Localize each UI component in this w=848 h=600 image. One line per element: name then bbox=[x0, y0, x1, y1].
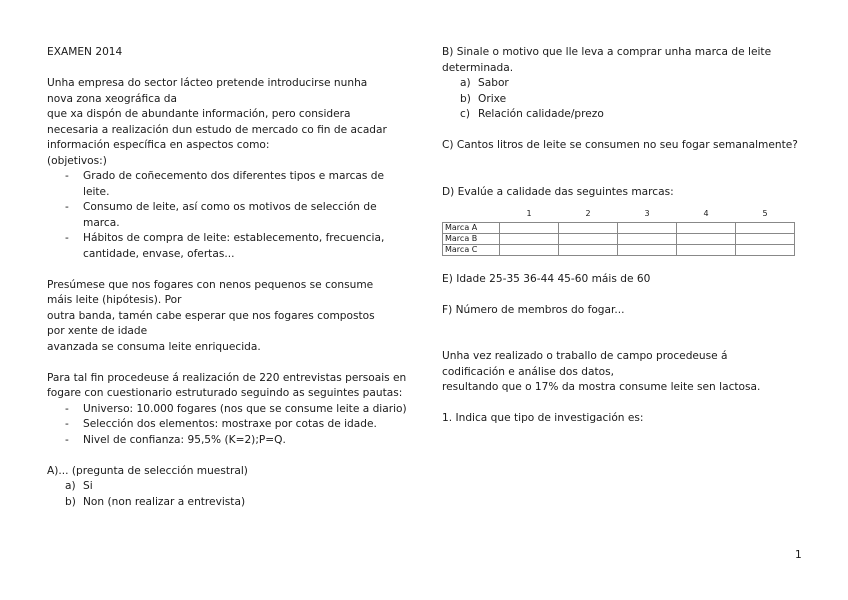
option-letter: a) bbox=[65, 480, 76, 492]
question-f: F) Número de membros do fogar... bbox=[442, 303, 625, 316]
rating-cell bbox=[500, 234, 559, 245]
rating-cell bbox=[500, 223, 559, 234]
table-row bbox=[443, 245, 795, 256]
rating-cell bbox=[618, 234, 677, 245]
objective-item: - Consumo de leite, así como os motivos de selección de marca. bbox=[65, 200, 407, 231]
table-row bbox=[443, 223, 795, 234]
option-item bbox=[460, 107, 802, 123]
guidelines-list bbox=[47, 402, 407, 449]
question-d-heading: D) Evalúe a calidade das seguintes marcas: bbox=[442, 185, 674, 198]
fieldwork-line: Unha vez realizado o traballo de campo procedeuse á bbox=[442, 350, 728, 362]
question-b-options bbox=[442, 76, 802, 123]
rating-cell bbox=[559, 223, 618, 234]
question-e: E) Idade 25-35 36-44 45-60 máis de 60 bbox=[442, 272, 651, 285]
intro-line: Unha empresa do sector lácteo pretende introducirse nunha bbox=[47, 77, 368, 89]
procedure-paragraph: Para tal fin procedeuse á realización de 220 entrevistas persoais en fogare con cuestionario estruturado seguindo as seguintes pautas: bbox=[47, 371, 407, 399]
hypothesis-line: outra banda, tamén cabe esperar que nos fogares compostos bbox=[47, 309, 375, 322]
option-text: Relación calidade/prezo bbox=[478, 108, 604, 120]
intro-line: nova zona xeográfica da bbox=[47, 92, 178, 105]
right-column bbox=[442, 45, 802, 427]
fieldwork-line: resultando que o 17% da mostra consume leite sen lactosa. bbox=[442, 381, 761, 393]
table-corner bbox=[443, 206, 500, 223]
option-text: Non (non realizar a entrevista) bbox=[83, 495, 246, 508]
guideline-item: - Selección dos elementos: mostraxe por cotas de idade. bbox=[65, 417, 407, 433]
option-item bbox=[65, 495, 407, 511]
hypothesis-line: máis leite (hipótesis). Por bbox=[47, 294, 182, 306]
fieldwork-line: codificación e análise dos datos, bbox=[442, 365, 614, 378]
option-item bbox=[460, 92, 802, 108]
option-text: Si bbox=[83, 480, 93, 492]
guideline-item: - Nivel de confianza: 95,5% (K=2);P=Q. bbox=[65, 433, 407, 449]
option-letter: c) bbox=[460, 108, 470, 120]
rating-cell bbox=[736, 234, 795, 245]
option-text: Sabor bbox=[478, 77, 509, 89]
scale-label: 5 bbox=[762, 209, 768, 218]
left-column bbox=[47, 45, 407, 510]
guideline-item: - Universo: 10.000 fogares (nos que se consume leite a diario) bbox=[65, 402, 407, 418]
intro-line: (objetivos:) bbox=[47, 154, 107, 167]
question-c: C) Cantos litros de leite se consumen no seu fogar semanalmente? bbox=[442, 139, 798, 151]
objective-item: - Hábitos de compra de leite: establecemento, frecuencia, cantidade, envase, ofertas... bbox=[65, 231, 407, 262]
rating-cell bbox=[736, 245, 795, 256]
question-a-options bbox=[47, 479, 407, 510]
rating-cell bbox=[559, 234, 618, 245]
option-letter: a) bbox=[460, 77, 471, 89]
brand-rating-table bbox=[442, 206, 795, 256]
option-letter: b) bbox=[65, 495, 76, 508]
question-1: 1. Indica que tipo de investigación es: bbox=[442, 412, 644, 424]
intro-line: necesaria a realización dun estudo de mercado co fin de acadar bbox=[47, 123, 387, 136]
rating-cell bbox=[500, 245, 559, 256]
rating-cell bbox=[618, 245, 677, 256]
scale-label: 3 bbox=[644, 209, 650, 218]
option-item bbox=[65, 479, 407, 495]
rating-cell bbox=[618, 223, 677, 234]
scale-label: 2 bbox=[585, 209, 591, 218]
hypothesis-line: Presúmese que nos fogares con nenos pequenos se consume bbox=[47, 278, 374, 291]
option-item bbox=[460, 76, 802, 92]
option-text: Orixe bbox=[478, 92, 507, 105]
question-b-heading: B) Sinale o motivo que lle leva a comprar unha marca de leite determinada. bbox=[442, 46, 772, 74]
scale-header-row bbox=[443, 206, 795, 223]
intro-line: información específica en aspectos como: bbox=[47, 139, 270, 151]
hypothesis-line: avanzada se consuma leite enriquecida. bbox=[47, 340, 261, 353]
objectives-list bbox=[47, 169, 407, 262]
exam-title: EXAMEN 2014 bbox=[47, 46, 123, 58]
hypothesis-line: por xente de idade bbox=[47, 325, 148, 337]
question-a-heading: A)... (pregunta de selección muestral) bbox=[47, 464, 248, 477]
rating-cell bbox=[559, 245, 618, 256]
scale-label: 1 bbox=[526, 209, 532, 218]
brand-name: Marca B bbox=[443, 234, 500, 245]
rating-cell bbox=[736, 223, 795, 234]
page-number: 1 bbox=[795, 549, 802, 561]
brand-name: Marca C bbox=[443, 245, 500, 256]
rating-cell bbox=[677, 234, 736, 245]
brand-name: Marca A bbox=[443, 223, 500, 234]
rating-cell bbox=[677, 245, 736, 256]
scale-label: 4 bbox=[703, 209, 709, 218]
intro-line: que xa dispón de abundante información, pero considera bbox=[47, 108, 351, 120]
rating-cell bbox=[677, 223, 736, 234]
option-letter: b) bbox=[460, 92, 471, 105]
objective-item: - Grado de coñecemento dos diferentes tipos e marcas de leite. bbox=[65, 169, 407, 200]
table-row bbox=[443, 234, 795, 245]
